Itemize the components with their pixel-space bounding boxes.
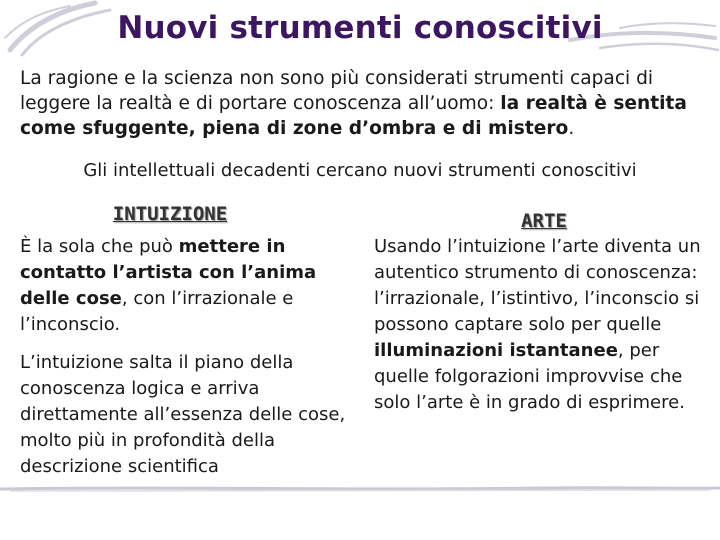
arte-text-c: , per quelle folgorazioni improvvise che solo l’arte è in grado di esprimere. xyxy=(374,340,685,413)
column-arte xyxy=(374,210,714,416)
column-intuizione xyxy=(20,203,350,480)
intuizione-text-bold: mettere in contatto l’artista con l’anima delle cose xyxy=(20,236,317,309)
intuizione-text-a: È la sola che può xyxy=(20,236,179,257)
paragraph-intuizione-1 xyxy=(20,234,350,338)
slide-title: Nuovi strumenti conoscitivi xyxy=(117,10,603,46)
intro-text-end: . xyxy=(568,118,575,139)
intuizione-text-c: , con l’irrazionale e l’inconscio. xyxy=(20,288,294,335)
arte-text-bold: illuminazioni istantanee xyxy=(374,340,618,361)
subheading: Gli intellettuali decadenti cercano nuovi strumenti conoscitivi xyxy=(83,160,637,181)
decorative-line-bottom xyxy=(0,484,720,494)
heading-arte: ARTE xyxy=(521,210,567,232)
intro-text-bold: la realtà è sentita come sfuggente, piena di zone d’ombra e di mistero xyxy=(20,93,687,139)
intro-text: La ragione e la scienza non sono più considerati strumenti capaci di leggere la realtà e di portare conoscenza all’uomo: xyxy=(20,68,654,114)
intro-paragraph xyxy=(20,66,710,141)
heading-intuizione: INTUIZIONE xyxy=(112,203,228,225)
paragraph-arte xyxy=(374,234,714,416)
paragraph-intuizione-2: L’intuizione salta il piano della conoscenza logica e arriva direttamente all’essenza delle cose, molto più in profondità della descrizione scientifica xyxy=(20,352,346,477)
arte-text-a: Usando l’intuizione l’arte diventa un autentico strumento di conoscenza: l’irrazionale, l’istintivo, l’inconscio si possono captare solo per quelle xyxy=(374,236,701,335)
